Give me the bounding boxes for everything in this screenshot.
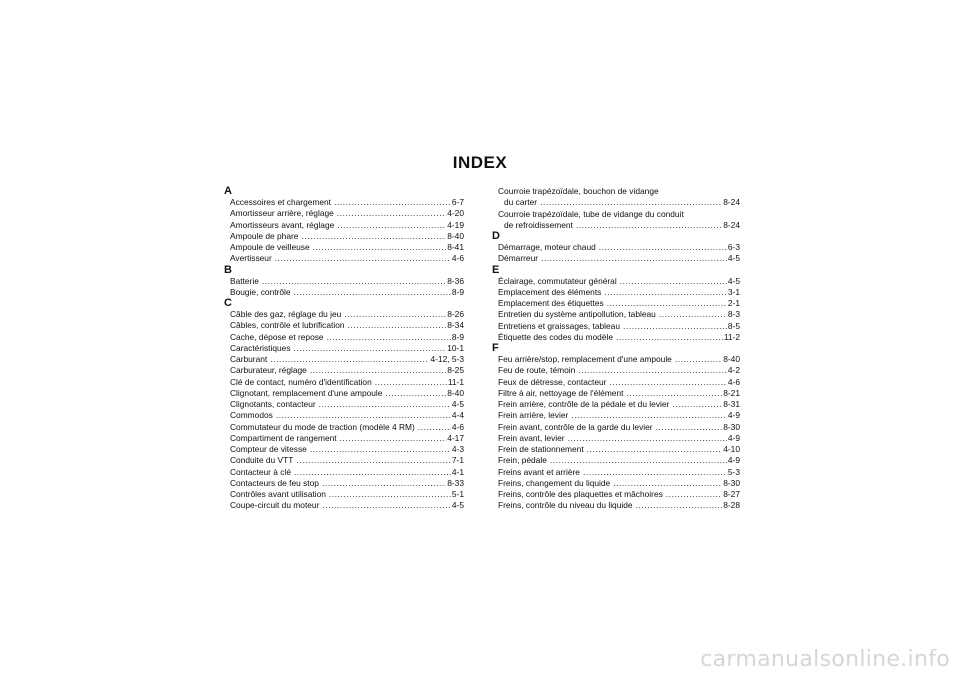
entry-page: 4-1 [451, 466, 464, 477]
dot-leader [270, 354, 429, 365]
entry-text: Compartiment de rangement [230, 432, 337, 443]
entry-text: Frein de stationnement [498, 444, 584, 454]
entry-text: Freins, changement du liquide [498, 477, 611, 488]
entry-text: Emplacement des éléments [498, 286, 602, 297]
section-letter: C [224, 297, 232, 309]
entry-text: Clignotant, remplacement d'une ampoule [230, 387, 383, 398]
entry-page: 11-2 [723, 331, 740, 342]
entry-text: Batterie [230, 275, 259, 286]
dot-leader [607, 298, 727, 309]
entry-text: Feu arrière/stop, remplacement d'une ampoule [498, 354, 672, 364]
entry-page: 2-1 [727, 298, 740, 308]
entry-page: 4-2 [727, 365, 740, 376]
dot-leader [609, 377, 726, 388]
entry-text: Emplacement des étiquettes [498, 298, 604, 308]
index-entry [492, 422, 740, 433]
entry-text: Clignotants, contacteur [230, 399, 316, 409]
entry-text: Entretien du système antipollution, tableau [498, 309, 656, 320]
entry-page: 4-5 [451, 500, 464, 511]
entry-page: 11-1 [447, 376, 464, 387]
dot-leader [672, 399, 722, 410]
dot-leader [327, 332, 451, 343]
dot-leader [613, 478, 722, 489]
entry-text: de refroidissement [504, 219, 573, 230]
entry-page: 6-3 [727, 242, 740, 252]
entry-text: Étiquette des codes du modèle [498, 331, 614, 342]
entry-text: Feux de détresse, contacteur [498, 376, 607, 387]
entry-text: Ampoule de veilleuse [230, 242, 310, 252]
index-entry [224, 287, 464, 298]
dot-leader [294, 343, 447, 354]
section-letter: B [224, 263, 232, 276]
entry-page: 5-1 [451, 489, 464, 499]
dot-leader [656, 422, 723, 433]
entry-page: 10-1 [447, 342, 464, 353]
entry-text: Frein arrière, levier [498, 410, 569, 421]
index-entry [224, 365, 464, 376]
index-entry [224, 489, 464, 500]
index-entry [224, 197, 464, 208]
index-entry [492, 365, 740, 376]
dot-leader [541, 253, 727, 264]
entry-page: 4-9 [727, 455, 740, 466]
index-entry [492, 399, 740, 410]
index-entry [492, 242, 740, 253]
dot-leader [262, 276, 446, 287]
entry-text: Freins, contrôle du niveau du liquide [498, 500, 633, 511]
dot-leader [294, 467, 451, 478]
entry-page: 4-3 [451, 444, 464, 454]
index-entry [492, 332, 740, 343]
entry-text: Commutateur du mode de traction (modèle 4 RM) [230, 421, 415, 432]
entry-text: Carburant [230, 354, 268, 364]
entry-text: du carter [504, 197, 538, 208]
index-entry [492, 253, 740, 264]
index-entry [492, 321, 740, 332]
index-entry [492, 500, 740, 511]
dot-leader [616, 332, 723, 343]
section-letter: D [492, 230, 500, 242]
entry-page: 5-3 [727, 466, 740, 477]
dot-leader [604, 287, 727, 298]
dot-leader [296, 455, 451, 466]
entry-page: 8-40 [447, 387, 464, 398]
dot-leader [340, 433, 447, 444]
entry-text: Contacteurs de feu stop [230, 477, 319, 488]
entry-text: Démarreur [498, 253, 539, 264]
index-entry [224, 343, 464, 354]
dot-leader [659, 309, 727, 320]
entry-text: Clé de contact, numéro d'identification [230, 376, 372, 387]
index-entry [224, 377, 464, 388]
entry-page: 8-3 [727, 309, 740, 320]
dot-leader [276, 410, 451, 421]
entry-text: Frein avant, contrôle de la garde du levier [498, 421, 653, 432]
section-letter: F [492, 342, 499, 354]
entry-page: 4-17 [447, 432, 464, 443]
section-letter: E [492, 263, 500, 276]
dot-leader [313, 242, 447, 253]
entry-page: 8-40 [723, 354, 740, 364]
dot-leader [620, 276, 727, 287]
watermark: carmanualsonline.info [700, 647, 950, 672]
index-entry [492, 309, 740, 320]
index-entry [224, 444, 464, 455]
entry-text: Frein arrière, contrôle de la pédale et du levier [498, 399, 670, 409]
index-column-right [492, 186, 740, 512]
entry-page: 3-1 [727, 286, 740, 297]
entry-page: 8-24 [723, 219, 740, 230]
entry-text: Conduite du VTT [230, 455, 294, 466]
dot-leader [568, 433, 727, 444]
entry-page: 4-6 [451, 421, 464, 432]
entry-page: 8-9 [451, 331, 464, 342]
index-entry [492, 298, 740, 309]
dot-leader [322, 478, 446, 489]
dot-leader [310, 365, 446, 376]
index-entry [224, 410, 464, 421]
entry-page: 8-9 [451, 286, 464, 297]
index-entry [224, 354, 464, 365]
entry-page: 4-10 [723, 444, 740, 454]
dot-leader [576, 220, 722, 231]
entry-page: 8-28 [723, 500, 740, 511]
dot-leader [385, 388, 446, 399]
index-entry [224, 399, 464, 410]
index-entry [492, 220, 740, 231]
entry-page: 4-19 [447, 219, 464, 230]
index-entry-first-line: Courroie trapézoïdale, bouchon de vidange [498, 186, 659, 196]
entry-text: Amortisseur arrière, réglage [230, 208, 334, 219]
entry-text: Frein, pédale [498, 455, 547, 466]
index-entry [224, 467, 464, 478]
dot-leader [550, 455, 727, 466]
dot-leader [344, 309, 446, 320]
index-entry [224, 309, 464, 320]
dot-leader [375, 377, 447, 388]
entry-text: Câble des gaz, réglage du jeu [230, 309, 342, 319]
entry-page: 8-24 [723, 197, 740, 208]
dot-leader [587, 444, 723, 455]
entry-page: 8-31 [723, 399, 740, 409]
index-entry [224, 220, 464, 231]
entry-text: Feu de route, témoin [498, 365, 576, 376]
entry-text: Contrôles avant utilisation [230, 489, 326, 499]
entry-page: 4-12, 5-3 [430, 354, 464, 364]
entry-text: Frein avant, levier [498, 432, 565, 443]
dot-leader [675, 354, 722, 365]
entry-page: 8-21 [723, 387, 740, 398]
dot-leader [626, 388, 722, 399]
dot-leader [322, 500, 451, 511]
entry-page: 4-9 [727, 432, 740, 443]
dot-leader [571, 410, 727, 421]
index-entry-first-line: Courroie trapézoïdale, tube de vidange du conduit [498, 208, 684, 219]
section-letter: A [224, 185, 232, 197]
entry-text: Caractéristiques [230, 342, 291, 353]
entry-page: 8-27 [723, 489, 740, 499]
entry-text: Éclairage, commutateur général [498, 275, 617, 286]
entry-text: Coupe-circuit du moteur [230, 500, 320, 511]
entry-text: Contacteur à clé [230, 466, 291, 477]
index-entry [492, 455, 740, 466]
index-entry [492, 433, 740, 444]
index-entry [224, 320, 464, 331]
dot-leader [348, 320, 447, 331]
index-entry [492, 377, 740, 388]
dot-leader [275, 253, 451, 264]
entry-page: 4-5 [451, 399, 464, 409]
dot-leader [540, 197, 722, 208]
index-entry [492, 478, 740, 489]
dot-leader [666, 489, 722, 500]
dot-leader [418, 422, 451, 433]
entry-page: 4-5 [727, 253, 740, 264]
dot-leader [599, 242, 727, 253]
index-entry [224, 231, 464, 242]
index-entry [492, 467, 740, 478]
index-entry [492, 410, 740, 421]
index-entry [224, 478, 464, 489]
entry-text: Bougie, contrôle [230, 286, 291, 297]
entry-page: 8-41 [447, 242, 464, 252]
dot-leader [337, 220, 446, 231]
entry-page: 8-36 [447, 275, 464, 286]
entry-text: Freins, contrôle des plaquettes et mâchoires [498, 489, 663, 499]
index-entry [224, 253, 464, 264]
entry-page: 4-4 [451, 410, 464, 421]
entry-page: 8-5 [727, 320, 740, 331]
entry-page: 6-7 [451, 197, 464, 207]
entry-text: Avertisseur [230, 253, 272, 264]
index-entry [224, 422, 464, 433]
index-entry [492, 444, 740, 455]
entry-page: 8-25 [447, 365, 464, 376]
entry-text: Carburateur, réglage [230, 365, 307, 376]
index-entry [224, 455, 464, 466]
entry-text: Ampoule de phare [230, 230, 299, 241]
index-column-left [224, 186, 464, 512]
entry-text: Commodos [230, 410, 273, 421]
index-entry [492, 197, 740, 208]
index-entry [224, 433, 464, 444]
dot-leader [329, 489, 451, 500]
entry-page: 8-33 [447, 477, 464, 488]
index-entry [492, 388, 740, 399]
entry-text: Amortisseurs avant, réglage [230, 219, 335, 230]
entry-text: Câbles, contrôle et lubrification [230, 320, 345, 331]
index-entry [492, 276, 740, 287]
entry-page: 8-40 [447, 230, 464, 241]
dot-leader [294, 287, 451, 298]
entry-text: Entretiens et graissages, tableau [498, 320, 620, 331]
dot-leader [636, 500, 723, 511]
index-entry [224, 242, 464, 253]
entry-page: 4-20 [447, 208, 464, 219]
entry-page: 8-34 [447, 320, 464, 331]
index-entry [492, 489, 740, 500]
index-entry [224, 208, 464, 219]
entry-page: 4-6 [727, 376, 740, 387]
index-entry [224, 500, 464, 511]
entry-text: Cache, dépose et repose [230, 331, 324, 342]
page-title: INDEX [452, 153, 508, 172]
entry-text: Démarrage, moteur chaud [498, 242, 596, 252]
dot-leader [334, 197, 451, 208]
index-entry [224, 332, 464, 343]
entry-page: 8-26 [447, 309, 464, 319]
entry-text: Freins avant et arrière [498, 466, 580, 477]
entry-text: Compteur de vitesse [230, 444, 307, 454]
dot-leader [337, 208, 446, 219]
dot-leader [623, 321, 727, 332]
entry-page: 4-6 [451, 253, 464, 264]
index-entry [224, 388, 464, 399]
dot-leader [301, 231, 446, 242]
dot-leader [578, 365, 727, 376]
entry-text: Filtre à air, nettoyage de l'élément [498, 387, 624, 398]
dot-leader [583, 467, 727, 478]
dot-leader [310, 444, 451, 455]
entry-page: 4-9 [727, 410, 740, 421]
entry-text: Accessoires et chargement [230, 197, 332, 207]
entry-page: 8-30 [723, 477, 740, 488]
entry-page: 7-1 [451, 455, 464, 466]
entry-page: 8-30 [723, 421, 740, 432]
entry-page: 4-5 [727, 275, 740, 286]
index-entry [492, 287, 740, 298]
index-entry [492, 354, 740, 365]
index-entry [224, 276, 464, 287]
dot-leader [319, 399, 451, 410]
